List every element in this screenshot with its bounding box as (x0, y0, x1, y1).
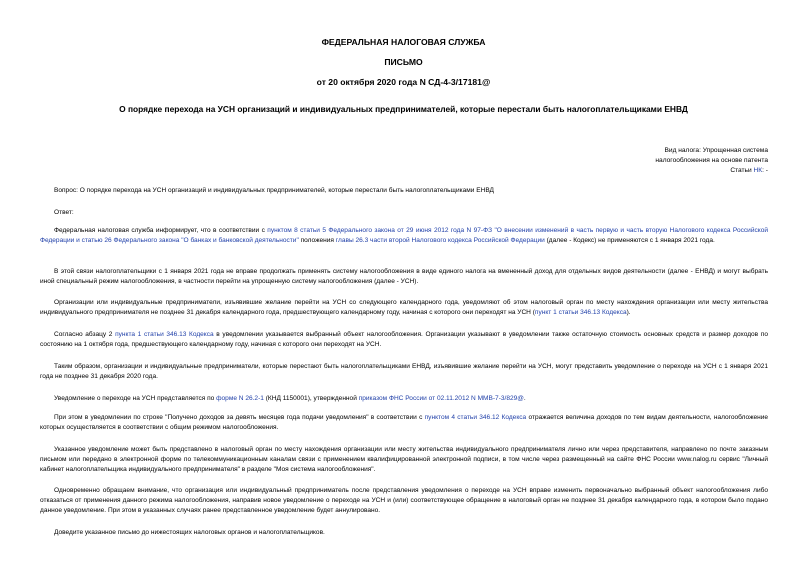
paragraph-5: Таким образом, организации и индивидуальные предприниматели, которые перестают быть налогоплательщиками ЕНВД, изъявившие желание перейти на УСН, могут представить уведомление о переходе на УСН с 1 января 2021 года не позднее 31 декабря 2020 года. (40, 363, 768, 380)
paragraph-3 (40, 298, 768, 318)
meta-articles-suffix: : - (762, 167, 768, 174)
art-346-12-link[interactable]: пунктом 4 статьи 346.12 Кодекса (424, 414, 527, 421)
agency-title: ФЕДЕРАЛЬНАЯ НАЛОГОВАЯ СЛУЖБА (321, 37, 486, 47)
law-97fz-link[interactable]: пунктом 8 статьи 5 Федерального закона от 29 июня 2012 года N 97-ФЗ "О внесении изменений в часть первую и часть вторую Налогового кодекса Российской Федерации и статью 26 Федерального закона "О банках и банковской деятельности" (40, 227, 768, 244)
p1-text-3: (далее - Кодекс) не применяются с 1 января 2021 года. (544, 237, 715, 244)
meta-tax-type-cont: налогообложения на основе патента (655, 157, 768, 164)
paragraph-1 (40, 226, 768, 246)
p4-text-2: в уведомлении указывается выбранный объект налогообложения. Организации указывают в уведомлении также остаточную стоимость основных средств и размер доходов по состоянию на 1 октября года, предшествующего календарному году, начиная с которого они переходят на УСН. (40, 331, 768, 348)
paragraph-6 (40, 394, 768, 404)
doc-type: ПИСЬМО (384, 57, 423, 67)
question-text: Вопрос: О порядке перехода на УСН организаций и индивидуальных предпринимателей, которые перестали быть налогоплательщиками ЕНВД (54, 187, 494, 194)
paragraph-4 (40, 330, 768, 350)
paragraph-2: В этой связи налогоплательщики с 1 января 2021 года не вправе продолжать применять систему налогообложения в виде единого налога на вмененный доход для отдельных видов деятельности (далее - ЕНВД) и могут выбрать иной специальный режим налогообложения, в частности перейти на упрощенную систему налогообложения (далее - УСН). (40, 268, 768, 285)
p7-text-2: отражается величина доходов по тем видам деятельности, налогообложение которых осуществляется в соответствии с общим режимом налогообложения. (40, 414, 769, 431)
nk-link[interactable]: НК (753, 167, 763, 174)
p7-text-1: При этом в уведомлении по строке "Получено доходов за девять месяцев года подачи уведомления" в соответствии с (54, 414, 425, 421)
art-346-13-link[interactable]: пункта 1 статьи 346.13 Кодекса (115, 331, 214, 338)
doc-number: от 20 октября 2020 года N СД-4-3/17181@ (316, 77, 491, 87)
meta-tax-type: Вид налога: Упрощенная система (664, 147, 768, 154)
paragraph-9: Одновременно обращаем внимание, что организация или индивидуальный предприниматель после представления уведомления о переходе на УСН вправе изменить первоначально выбранный объект налогообложения либо отказаться от применения данного режима налогообложения, направив новое уведомление о переходе на УСН и (или) соответствующее обращение в налоговый орган не позднее 31 декабря календарного года, в котором было подано данное уведомление. При этом в указанных случаях ранее представленное уведомление будет аннулировано. (40, 487, 768, 514)
p4-text-1: Согласно абзацу 2 (54, 331, 116, 338)
chapter-26-3-link[interactable]: главы 26.3 части второй Налогового кодекса Российской Федерации (335, 237, 545, 244)
p6-text-2: (КНД 1150001), утвержденной (263, 395, 359, 402)
p6-text-1: Уведомление о переходе на УСН представляется по (54, 395, 217, 402)
fns-order-link[interactable]: приказом ФНС России от 02.11.2012 N ММВ-7-3/829@ (358, 395, 524, 402)
art-346-13-p1-link[interactable]: пункт 1 статьи 346.13 Кодекса (534, 309, 627, 316)
p1-text-1: Федеральная налоговая служба информирует, что в соответствии с (54, 227, 268, 234)
p6-text-3: . (523, 395, 526, 402)
form-26-2-1-link[interactable]: форме N 26.2-1 (216, 395, 264, 402)
p3-text-1: Организации или индивидуальные предприниматели, изъявившие желание перейти на УСН со следующего календарного года, уведомляют об этом налоговый орган по месту нахождения организации или месту жительства индивидуального предпринимателя не позднее 31 декабря календарного года, предшествующего календарному году, начиная с которого они переходят на УСН ( (40, 299, 768, 316)
paragraph-8: Указанное уведомление может быть представлено в налоговый орган по месту нахождения организации или месту жительства индивидуального предпринимателя лично или через представителя, направлено по почте заказным письмом или передано в электронной форме по телекоммуникационным каналам связи с применением квалифицированной электронной подписи, в том числе через размещенный на сайте ФНС России www.nalog.ru сервис "Личный кабинет налогоплательщика индивидуального предпринимателя" в разделе "Моя система налогообложения". (40, 446, 768, 473)
meta-block (655, 146, 768, 176)
meta-articles-label: Статьи (730, 167, 754, 174)
meta-articles (655, 166, 768, 176)
p3-text-2: ). (626, 309, 631, 316)
p1-text-2: положения (298, 237, 336, 244)
answer-label: Ответ: (54, 209, 74, 216)
paragraph-7 (40, 413, 768, 433)
doc-subject: О порядке перехода на УСН организаций и индивидуальных предпринимателей, которые перестали быть налогоплательщиками ЕНВД (119, 104, 688, 114)
paragraph-10: Доведите указанное письмо до нижестоящих налоговых органов и налогоплательщиков. (54, 529, 325, 536)
